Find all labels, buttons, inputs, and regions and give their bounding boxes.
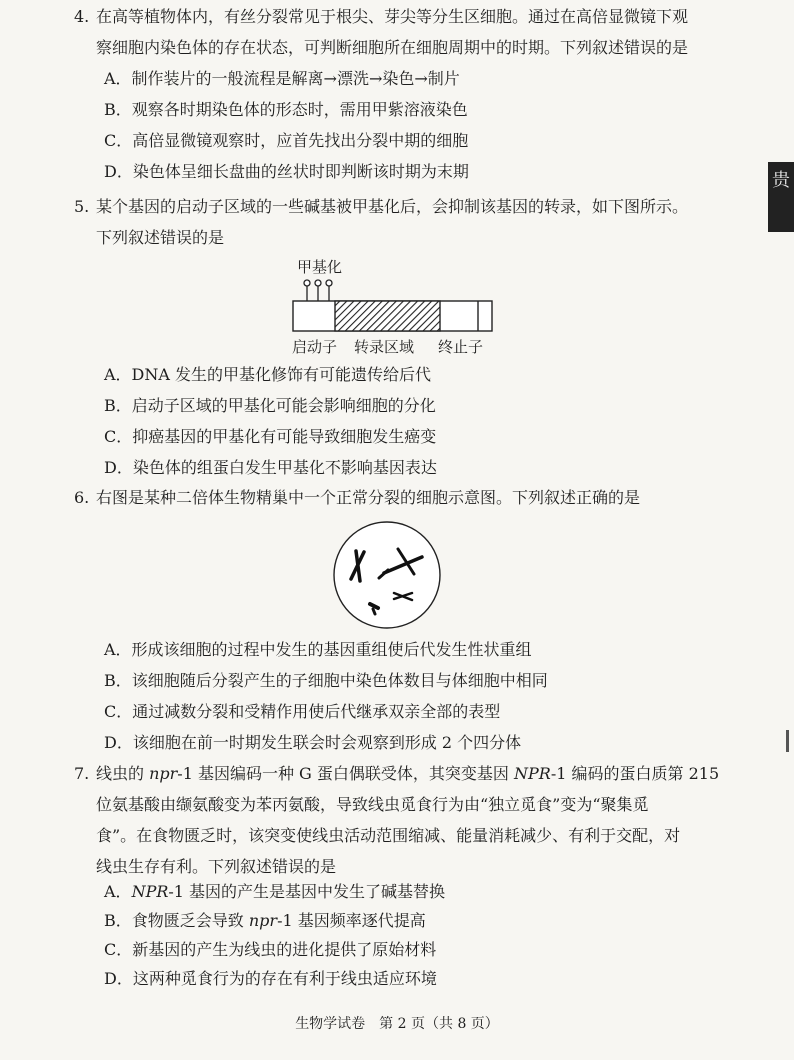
q7-option-a-text: -1 基因的产生是基因中发生了碱基替换 bbox=[168, 882, 446, 901]
side-tab bbox=[768, 162, 794, 232]
side-tab-label: 贵 bbox=[772, 170, 790, 191]
methylation-label: 甲基化 bbox=[297, 258, 343, 276]
q7-stem-text1b: -1 基因编码一种 G 蛋白偶联受体，其突变基因 bbox=[177, 764, 515, 783]
q6-option-b: B．该细胞随后分裂产生的子细胞中染色体数目与体细胞中相同 bbox=[104, 671, 548, 690]
q7-option-c: C．新基因的产生为线虫的进化提供了原始材料 bbox=[104, 940, 437, 959]
q4-option-c: C．高倍显微镜观察时，应首先找出分裂中期的细胞 bbox=[104, 131, 469, 150]
q7-option-a bbox=[104, 881, 445, 903]
edge-mark bbox=[786, 730, 789, 752]
promoter-label: 启动子 bbox=[292, 338, 338, 356]
cell-division-diagram bbox=[328, 521, 448, 631]
q7-option-b-text: -1 基因频率逐代提高 bbox=[277, 911, 426, 930]
q5-stem-line1 bbox=[74, 196, 688, 218]
q4-option-d: D．染色体呈细长盘曲的丝状时即判断该时期为末期 bbox=[104, 162, 469, 181]
q4-stem-line2: 察细胞内染色体的存在状态，可判断细胞所在细胞周期中的时期。下列叙述错误的是 bbox=[96, 38, 689, 57]
cell-membrane bbox=[334, 522, 440, 628]
q7-option-b-gene: npr bbox=[248, 911, 278, 930]
q5-stem-line2: 下列叙述错误的是 bbox=[96, 228, 225, 247]
q7-stem-line3: 食”。在食物匮乏时，该突变使线虫活动范围缩减、能量消耗减少、有利于交配，对 bbox=[96, 826, 681, 845]
q7-stem-text1c: -1 编码的蛋白质第 215 bbox=[550, 764, 720, 783]
gene-name-lower: npr bbox=[149, 764, 178, 783]
q5-option-b: B．启动子区域的甲基化可能会影响细胞的分化 bbox=[104, 396, 436, 415]
q5-option-c: C．抑癌基因的甲基化有可能导致细胞发生癌变 bbox=[104, 427, 437, 446]
terminator-label: 终止子 bbox=[438, 338, 484, 356]
q5-stem-text1: 某个基因的启动子区域的一些碱基被甲基化后，会抑制该基因的转录，如下图所示。 bbox=[96, 197, 689, 216]
q4-stem-line1 bbox=[74, 6, 688, 28]
q5-option-d: D．染色体的组蛋白发生甲基化不影响基因表达 bbox=[104, 458, 437, 477]
q4-option-a: A．制作装片的一般流程是解离→漂洗→染色→制片 bbox=[104, 69, 460, 88]
q7-number: 7. bbox=[74, 764, 90, 783]
q5-number: 5. bbox=[74, 197, 90, 216]
methyl-group-pins bbox=[304, 280, 332, 301]
q6-option-c: C．通过减数分裂和受精作用使后代继承双亲全部的表型 bbox=[104, 702, 501, 721]
q4-stem-text1: 在高等植物体内，有丝分裂常见于根尖、芽尖等分生区细胞。通过在高倍显微镜下观 bbox=[96, 7, 689, 26]
q7-stem-line4: 线虫生存有利。下列叙述错误的是 bbox=[96, 857, 337, 876]
q7-option-a-prefix: A． bbox=[104, 882, 132, 901]
gene-name-upper: NPR bbox=[514, 764, 551, 783]
q4-option-b: B．观察各时期染色体的形态时，需用甲紫溶液染色 bbox=[104, 100, 468, 119]
q7-option-a-gene: NPR bbox=[131, 882, 169, 901]
q6-option-a: A．形成该细胞的过程中发生的基因重组使后代发生性状重组 bbox=[104, 640, 532, 659]
transcribed-region-label: 转录区域 bbox=[354, 338, 415, 356]
q6-stem-text1: 右图是某种二倍体生物精巢中一个正常分裂的细胞示意图。下列叙述正确的是 bbox=[96, 488, 641, 507]
q7-stem-text1a: 线虫的 bbox=[96, 764, 150, 783]
q5-option-a: A．DNA 发生的甲基化修饰有可能遗传给后代 bbox=[104, 365, 432, 384]
transcribed-region bbox=[335, 301, 440, 331]
gene-methylation-diagram bbox=[280, 254, 510, 358]
q7-stem-line1 bbox=[74, 763, 719, 785]
q7-stem-line2: 位氨基酸由缬氨酸变为苯丙氨酸，导致线虫觅食行为由“独立觅食”变为“聚集觅 bbox=[96, 795, 649, 814]
q7-option-b-prefix: B．食物匮乏会导致 bbox=[104, 911, 249, 930]
q7-option-d: D．这两种觅食行为的存在有利于线虫适应环境 bbox=[104, 969, 437, 988]
q6-stem-line1 bbox=[74, 487, 640, 509]
q6-number: 6. bbox=[74, 488, 90, 507]
page-footer: 生物学试卷 第 2 页（共 8 页） bbox=[295, 1016, 499, 1032]
q4-number: 4. bbox=[74, 7, 90, 26]
q6-option-d: D．该细胞在前一时期发生联会时会观察到形成 2 个四分体 bbox=[104, 733, 522, 752]
q7-option-b bbox=[104, 910, 426, 932]
